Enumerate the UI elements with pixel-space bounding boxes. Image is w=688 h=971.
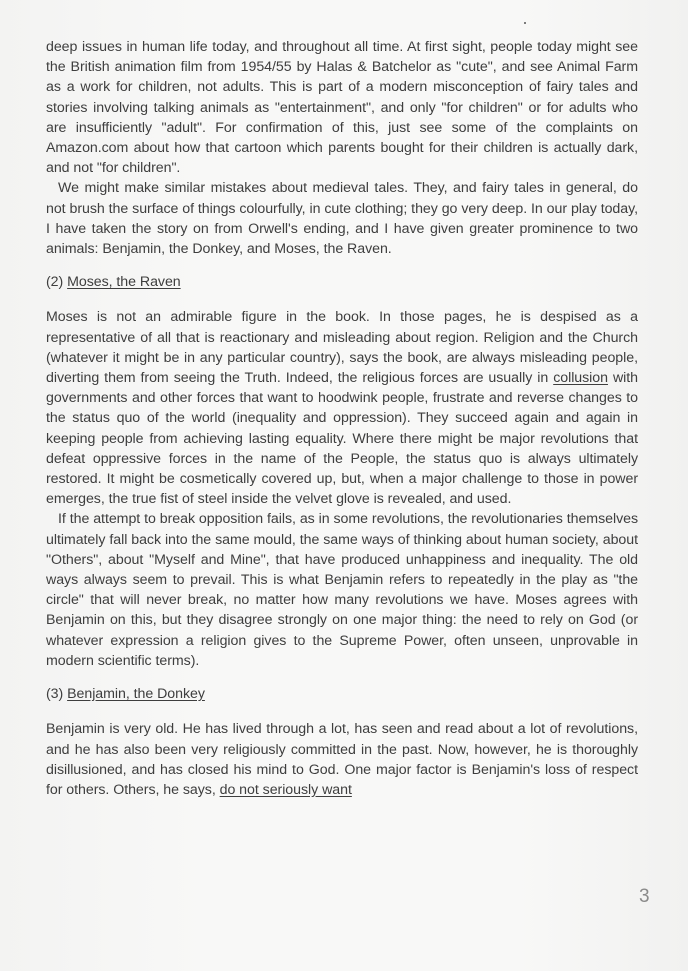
paragraph-revolutions: If the attempt to break opposition fails, as in some revolutions, the revolutionaries themselves ultimately fall back into the same mould, the same ways of thinking about human society, about "Others", about "Myself and Mine", that have produced unhappiness and inequality. The old ways always seem to prevail. This is what Benjamin refers to repeatedly in the play as "the circle" that will never break, no matter how many revolutions we have. Moses agrees with Benjamin on this, but they disagree strongly on one major thing: the need to rely on God (or whatever expression a religion gives to the Supreme Power, often unseen, unprovable in modern scientific terms). [46, 511, 638, 669]
section-title: Moses, the Raven [67, 274, 181, 291]
paragraph-moses [46, 307, 638, 509]
section-heading-moses [46, 272, 638, 292]
section-number: (3) [46, 686, 68, 703]
paragraph-benjamin [46, 719, 638, 800]
text-run: Benjamin is very old. He has lived through a lot, has seen and read about a lot of revolutions, and he has also been very religiously committed in the past. Now, however, he is thoroughly disillusioned, and has closed his mind to God. One major factor is Benjamin's loss of respect for others. Others, he says, [46, 721, 638, 798]
underlined-word-collusion: collusion [553, 370, 608, 387]
paper-speck [524, 22, 526, 24]
underlined-phrase: do not seriously want [219, 781, 352, 798]
section-title: Benjamin, the Donkey [67, 686, 205, 703]
text-run: Moses is not an admirable figure in the book. In those pages, he is despised as a representative of all that is reactionary and misleading about region. Religion and the Church (whatever it might be in any particular country), says the book, are always misleading people, diverting them from seeing the Truth. Indeed, the religious forces are usually in [46, 309, 638, 387]
section-heading-benjamin [46, 684, 638, 704]
essay-body [46, 37, 638, 800]
text-run: with governments and other forces that want to hoodwink people, frustrate and reverse changes to the status quo of the world (inequality and oppression). They succeed again and again in keeping people from achieving lasting equality. Where there might be major revolutions that defeat oppressive forces in the name of the People, the status quo is always ultimately restored. It might be cosmetically covered up, but, when a major challenge to those in power emerges, the true fist of steel inside the velvet glove is revealed, and used. [46, 370, 639, 508]
section-number: (2) [46, 274, 68, 291]
paragraph-intro: deep issues in human life today, and throughout all time. At first sight, people today might see the British animation film from 1954/55 by Halas & Batchelor as "cute", and see Animal Farm as a work for children, not adults. This is part of a modern misconception of fairy tales and stories involving talking animals as "entertainment", and only "for children" or for adults who are insufficiently "adult". For confirmation of this, just see some of the complaints on Amazon.com about how that cartoon which parents bought for their children is actually dark, and not "for children". [46, 39, 638, 177]
paragraph-medieval-tales: We might make similar mistakes about medieval tales. They, and fairy tales in general, do not brush the surface of things colourfully, in cute clothing; they go very deep. In our play today, I have taken the story on from Orwell's ending, and I have given greater prominence to two animals: Benjamin, the Donkey, and Moses, the Raven. [46, 180, 638, 258]
page-number: 3 [639, 886, 650, 907]
